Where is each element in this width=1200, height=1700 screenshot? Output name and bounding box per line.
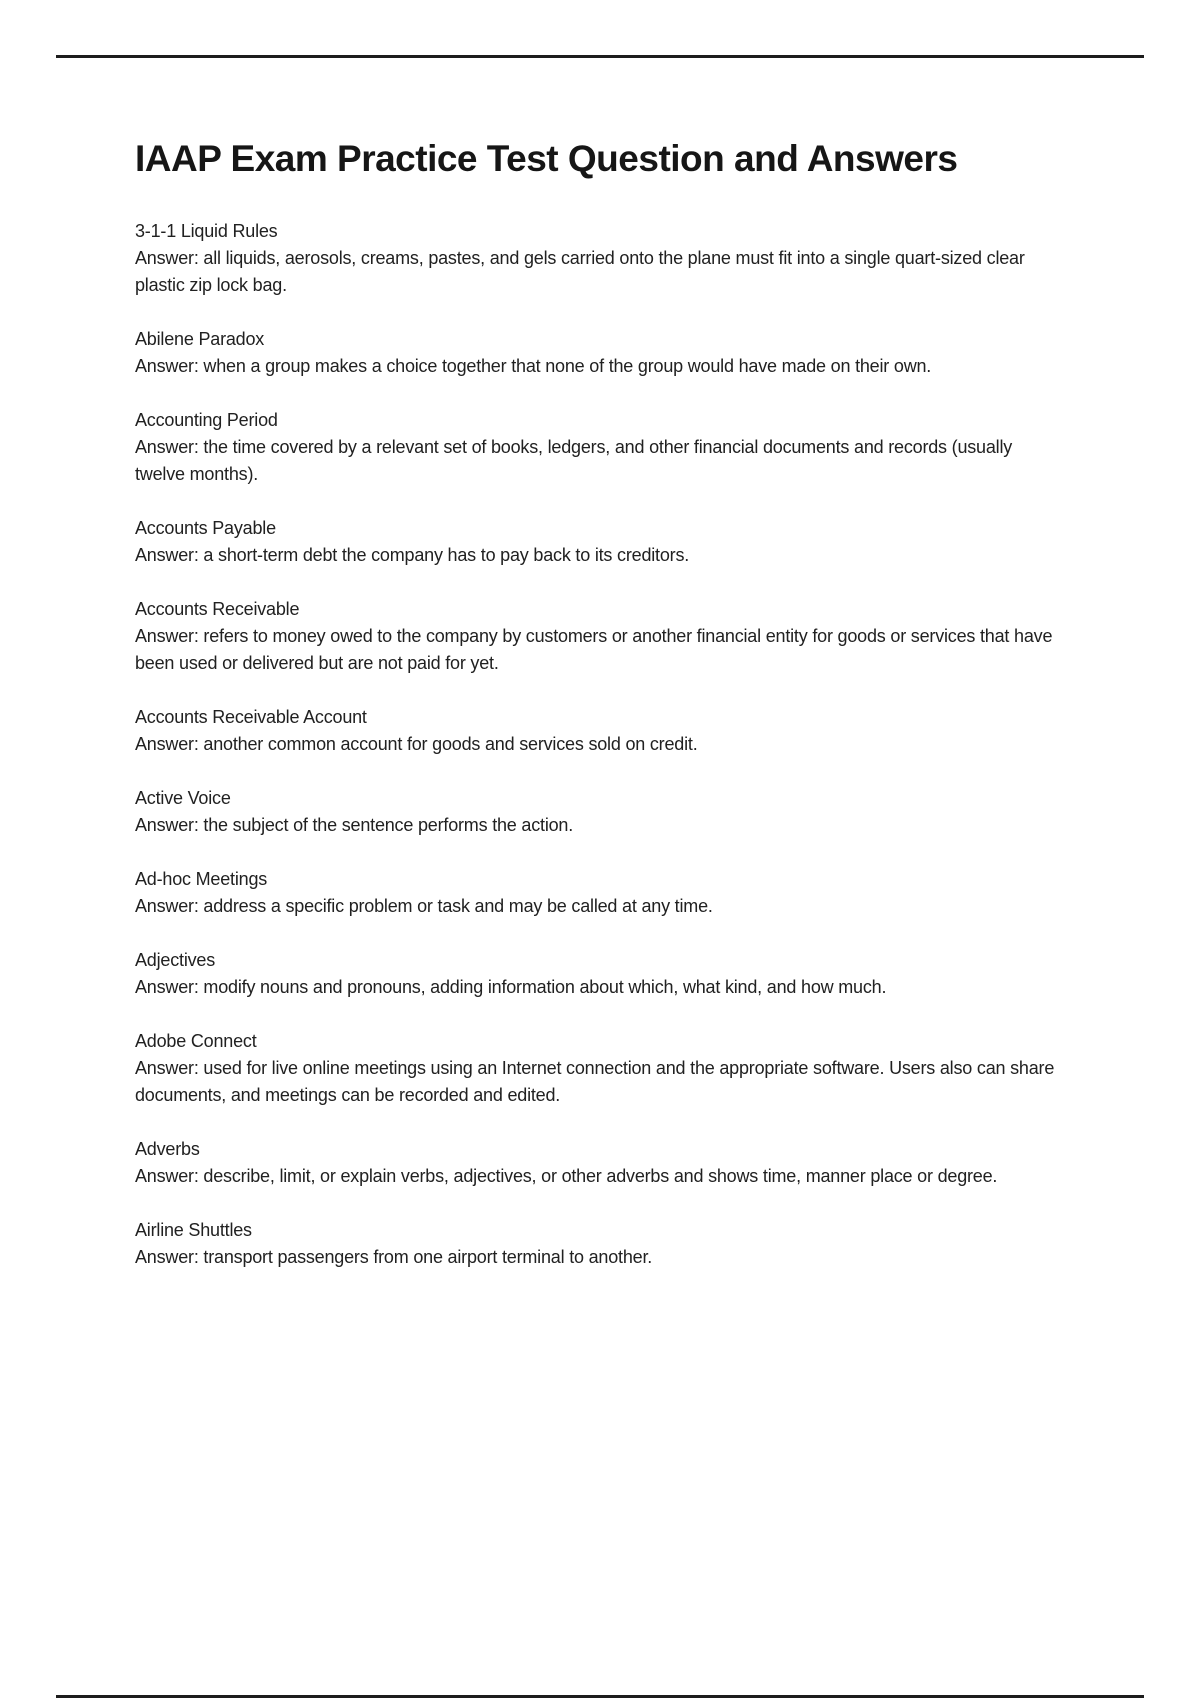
bottom-rule bbox=[56, 1695, 1144, 1698]
qa-answer: Answer: the time covered by a relevant set of books, ledgers, and other financial documents and records (usually twelve months). bbox=[135, 437, 1013, 484]
qa-answer: Answer: used for live online meetings using an Internet connection and the appropriate software. Users also can share documents, and meetings can be recorded and edited. bbox=[135, 1058, 1055, 1105]
qa-answer: Answer: refers to money owed to the company by customers or another financial entity for goods or services that have been used or delivered but are not paid for yet. bbox=[135, 626, 1053, 673]
qa-item bbox=[135, 218, 1065, 299]
qa-item bbox=[135, 1217, 1065, 1271]
qa-answer: Answer: another common account for goods and services sold on credit. bbox=[135, 734, 698, 754]
qa-term: Accounting Period bbox=[135, 410, 278, 430]
qa-item bbox=[135, 596, 1065, 677]
qa-answer: Answer: all liquids, aerosols, creams, pastes, and gels carried onto the plane must fit into a single quart-sized clear plastic zip lock bag. bbox=[135, 248, 1025, 295]
qa-item bbox=[135, 704, 1065, 758]
qa-term: Ad-hoc Meetings bbox=[135, 869, 268, 889]
qa-term: 3-1-1 Liquid Rules bbox=[135, 221, 278, 241]
qa-item bbox=[135, 947, 1065, 1001]
qa-term: Accounts Receivable bbox=[135, 599, 300, 619]
qa-item bbox=[135, 326, 1065, 380]
qa-item bbox=[135, 1136, 1065, 1190]
qa-term: Active Voice bbox=[135, 788, 231, 808]
qa-list bbox=[135, 218, 1065, 1271]
qa-answer: Answer: describe, limit, or explain verbs, adjectives, or other adverbs and shows time, manner place or degree. bbox=[135, 1166, 998, 1186]
qa-term: Adjectives bbox=[135, 950, 216, 970]
qa-item bbox=[135, 785, 1065, 839]
qa-term: Abilene Paradox bbox=[135, 329, 265, 349]
qa-answer: Answer: address a specific problem or task and may be called at any time. bbox=[135, 896, 713, 916]
qa-answer: Answer: a short-term debt the company has to pay back to its creditors. bbox=[135, 545, 690, 565]
qa-answer: Answer: when a group makes a choice together that none of the group would have made on their own. bbox=[135, 356, 932, 376]
qa-item bbox=[135, 866, 1065, 920]
qa-item bbox=[135, 1028, 1065, 1109]
qa-item bbox=[135, 407, 1065, 488]
qa-answer: Answer: the subject of the sentence performs the action. bbox=[135, 815, 574, 835]
top-rule bbox=[56, 55, 1144, 58]
qa-term: Accounts Payable bbox=[135, 518, 276, 538]
qa-answer: Answer: modify nouns and pronouns, adding information about which, what kind, and how much. bbox=[135, 977, 887, 997]
qa-term: Adverbs bbox=[135, 1139, 200, 1159]
qa-item bbox=[135, 515, 1065, 569]
qa-term: Accounts Receivable Account bbox=[135, 707, 367, 727]
qa-term: Airline Shuttles bbox=[135, 1220, 252, 1240]
qa-answer: Answer: transport passengers from one airport terminal to another. bbox=[135, 1247, 653, 1267]
qa-term: Adobe Connect bbox=[135, 1031, 257, 1051]
page-title: IAAP Exam Practice Test Question and Answers bbox=[135, 138, 958, 179]
document-content bbox=[135, 136, 1065, 1298]
